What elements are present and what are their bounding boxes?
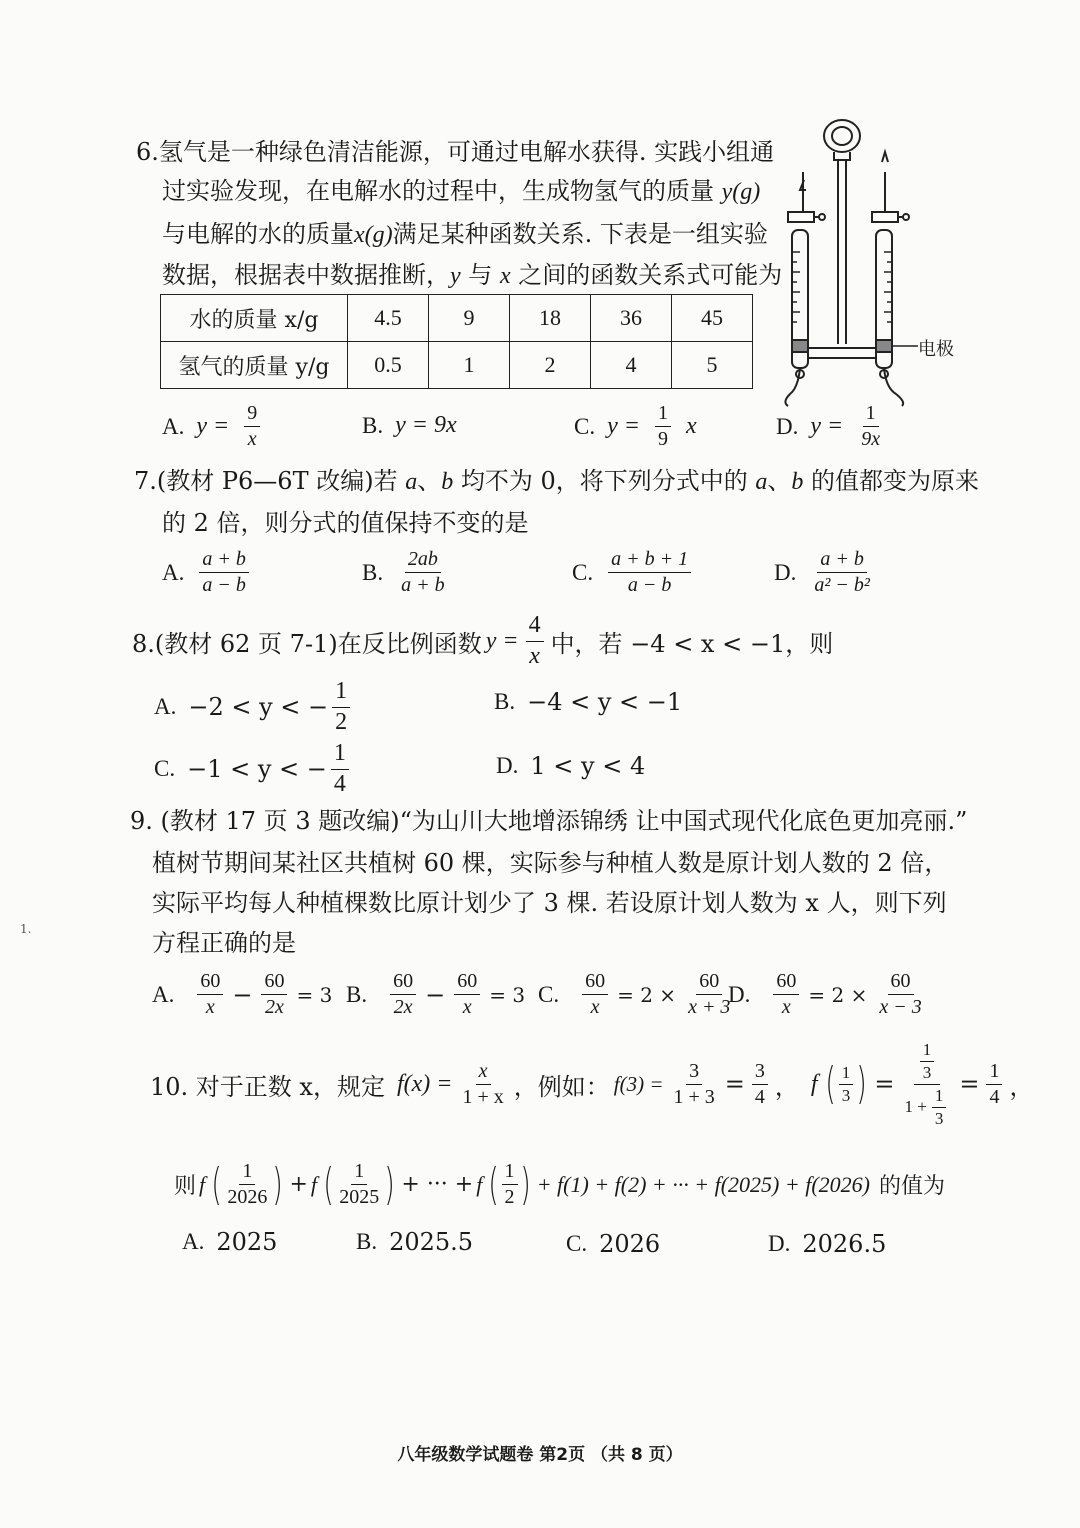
fraction-numerator: 60 [773,970,799,995]
table-cell: 9 [429,295,510,342]
fraction [876,970,924,1019]
q6-line-2: 过实验发现，在电解水的过程中，生成物氢气的质量 y(g) [162,177,761,205]
q10-option-a[interactable] [182,1228,277,1256]
table-cell: 36 [591,295,672,342]
q10-option-b[interactable] [356,1228,473,1256]
right-paren: ) [856,1058,867,1110]
fraction-denominator: 2 [335,708,348,735]
q6-line-1: 6.氢气是一种绿色清洁能源，可通过电解水获得. 实践小组通 [136,138,775,166]
operator: − [232,980,253,1009]
left-paren: ( [323,1158,334,1210]
fraction-numerator: 1 [932,1086,947,1108]
electrolysis-apparatus-figure [770,112,970,412]
table-header-water: 水的质量 x/g [161,295,348,342]
page-footer: 八年级数学试题卷 第2页 （共 8 页） [397,1445,683,1465]
fraction-numerator: a + b [199,548,249,573]
option-lhs: y = [607,413,640,439]
option-lhs: y = [810,413,844,439]
fraction-numerator: 60 [197,970,223,995]
fraction-numerator: 9 [244,402,260,427]
q10-prefix: 10. 对于正数 x，规定 [150,1072,385,1101]
fraction-numerator: 60 [390,970,416,995]
fraction-denominator: 3 [934,1108,944,1128]
q8-prefix: 8.(教材 62 页 7-1)在反比例函数 [132,629,482,658]
option-text: 1 < y < 4 [530,752,646,780]
fraction [336,1160,382,1209]
q8-suffix: 中，若 −4 < x < −1，则 [550,629,834,658]
option-text: −1 < y < − [187,755,327,784]
right-paren: ) [384,1158,395,1210]
option-label: B. [346,981,368,1007]
q10-line-2 [174,1160,945,1209]
fraction-denominator: x [781,996,791,1018]
fraction [244,402,260,451]
q8-option-b[interactable] [494,688,682,716]
q9-line-4: 方程正确的是 [152,929,296,957]
fraction [932,1086,947,1128]
operator: − [425,980,446,1009]
option-text: 2026 [599,1230,661,1258]
q6-line-4: 数据，根据表中数据推断，y 与 x 之间的函数关系式可能为 [162,261,783,289]
fraction-numerator: 1 [920,1040,935,1062]
function-symbol: f [199,1171,206,1197]
option-label: D. [768,1231,791,1256]
fraction-denominator: x − 3 [879,996,922,1018]
denominator-prefix: 1 + [904,1097,927,1117]
option-label: C. [566,1231,588,1256]
option-suffix: x [685,413,697,439]
fraction-numerator: 1 [332,678,350,708]
option-label: D. [774,559,797,585]
fraction-numerator: 60 [454,970,480,995]
q9-option-b[interactable] [346,970,525,1019]
table-header-hydrogen: 氢气的质量 y/g [161,342,348,389]
table-cell: 2 [510,342,591,389]
fraction-denominator: 2x [393,996,413,1018]
fraction [773,970,799,1019]
option-lhs: y = [196,413,230,439]
q7-line-2: 的 2 倍，则分式的值保持不变的是 [162,509,529,537]
fraction-numerator: 2ab [405,548,441,573]
fraction [986,1060,1002,1109]
q8-option-a[interactable] [154,678,353,736]
fraction [655,402,671,451]
q7-option-c[interactable] [572,548,694,597]
fraction-numerator: 60 [888,970,914,995]
compound-fraction [902,1040,953,1128]
q10-example1-lhs: f(3) = [613,1071,664,1096]
option-label: B. [494,689,516,714]
q7-option-b[interactable] [362,548,451,597]
option-label: C. [154,756,176,782]
fraction-denominator: a − b [627,574,672,596]
q9-option-c[interactable] [538,970,736,1019]
option-label: C. [574,413,596,439]
option-label: C. [572,559,594,585]
fraction [332,678,350,736]
option-label: A. [162,559,185,585]
table-cell: 5 [672,342,753,389]
fraction [858,402,883,451]
q10-option-d[interactable] [768,1230,886,1258]
equals-sign: = [724,1070,745,1099]
fraction-denominator: 2 [504,1186,515,1208]
fraction-denominator: x [462,996,472,1018]
fraction [197,970,223,1019]
fraction-numerator: 1 [655,402,671,427]
fraction [608,548,691,597]
fraction-denominator: x [590,996,600,1018]
fraction-numerator: 1 [351,1160,367,1185]
fraction-denominator: a − b [202,574,246,596]
fraction-numerator: 1 [863,402,879,427]
comma: ， [774,1072,799,1101]
table-cell: 45 [672,295,753,342]
option-text: 2025.5 [389,1228,474,1256]
comma: ， [1009,1072,1034,1101]
q8-option-d[interactable] [496,752,645,780]
q6-option-d[interactable] [776,402,886,451]
electrode-label: 电极 [918,339,954,360]
option-label: A. [154,694,177,720]
fraction-denominator: 9 [657,428,668,450]
option-text: 2026.5 [802,1230,887,1258]
q6-data-table [160,294,753,389]
table-cell: 18 [510,295,591,342]
option-label: A. [182,1229,205,1254]
option-text: y = 9x [395,412,457,438]
table-cell: 4 [591,342,672,389]
function-symbol: f [476,1171,483,1197]
q6-option-b[interactable] [362,412,457,439]
q9-option-a[interactable] [152,970,332,1019]
fraction-numerator: 1 [502,1160,518,1185]
q7-line-1: 7.(教材 P6—6T 改编)若 a、b 均不为 0，将下列分式中的 a、b 的值都变为原来 [134,467,980,495]
left-paren: ( [824,1058,836,1110]
left-paren: ( [488,1158,500,1210]
fraction-numerator: 60 [261,970,287,995]
q8-function-lhs: y = [485,627,519,654]
table-row [161,295,753,342]
fraction-denominator: a² − b² [814,574,870,596]
q6-line-3: 与电解的水的质量x(g)满足某种函数关系. 下表是一组实验 [162,220,768,248]
fraction [671,1060,718,1109]
table-row [161,342,753,389]
q9-line-1: 9. (教材 17 页 3 题改编)“为山川大地增添锦绣 让中国式现代化底色更加亮丽.” [130,807,968,835]
q6-option-c[interactable] [574,402,697,451]
fraction [454,970,480,1019]
operator: = 2 × [808,982,868,1007]
fraction [331,740,349,798]
fraction-numerator: 3 [686,1060,702,1085]
function-symbol: f [310,1171,318,1197]
equals-sign: = [959,1070,980,1099]
fraction [199,548,249,597]
fraction-numerator: 60 [582,970,608,995]
fraction [502,1160,518,1209]
equals-sign: = [874,1070,895,1099]
option-label: D. [776,413,799,439]
margin-mark: 1. [20,922,32,936]
fraction-denominator: 1 + x [462,1085,504,1108]
right-paren: ) [519,1158,531,1210]
fraction-denominator: 2026 [227,1186,268,1208]
operator: = 2 × [617,982,677,1007]
q8-option-c[interactable] [154,740,352,798]
fraction [390,970,416,1019]
q10-option-c[interactable] [566,1230,660,1258]
fraction-numerator: a + b + 1 [608,548,691,573]
fraction-numerator: 1 [986,1060,1002,1085]
fraction-denominator: 1 + 3 [673,1085,715,1108]
option-label: D. [728,981,751,1007]
ellipsis-terms: + ··· + [401,1172,474,1197]
q7-option-d[interactable] [774,548,876,597]
fraction-denominator: 4 [989,1085,1000,1108]
fraction-numerator: 1 [839,1063,854,1085]
fraction-numerator: 1 [331,740,349,770]
q6-option-a[interactable] [162,402,263,451]
q8-line [132,612,833,670]
fraction-denominator: 2025 [339,1186,380,1208]
fraction-denominator: x + 3 [688,996,731,1018]
fraction-numerator: 60 [696,970,722,995]
left-paren: ( [211,1158,222,1210]
q9-option-d[interactable] [728,970,928,1019]
fraction-denominator: x [529,642,540,669]
table-cell: 1 [429,342,510,389]
table-cell: 0.5 [348,342,429,389]
plus-sign: + [289,1172,308,1197]
fraction-denominator: x [205,996,215,1018]
fraction-numerator: 1 [239,1160,255,1185]
right-paren: ) [272,1158,284,1210]
option-text: −2 < y < − [188,693,329,722]
fraction-numerator: 3 [752,1060,768,1085]
option-label: B. [356,1229,378,1254]
fraction-denominator: 9x [861,428,881,450]
option-label: D. [496,753,519,778]
option-text: 2025 [216,1228,278,1256]
q10-line-1 [150,1040,1033,1128]
q10-line2-end: 的值为 [879,1174,946,1199]
fraction-numerator: a + b [817,548,867,573]
fraction [811,548,873,597]
option-text: −4 < y < −1 [527,688,683,716]
option-rhs: = 3 [489,982,526,1007]
q10-example-label: ，例如： [513,1072,610,1101]
fraction-denominator: 4 [754,1085,765,1108]
fraction [224,1160,270,1209]
option-label: C. [538,981,560,1007]
fraction-denominator: 4 [333,770,346,797]
fraction-denominator: a + b [401,574,445,596]
fraction [398,548,448,597]
table-cell: 4.5 [348,295,429,342]
q9-line-2: 植树节期间某社区共植树 60 棵，实际参与种植人数是原计划人数的 2 倍， [152,849,949,877]
option-rhs: = 3 [296,982,333,1007]
fraction-denominator: 2x [265,996,284,1018]
option-label: A. [162,413,185,439]
sum-tail: + f(1) + f(2) + ··· + f(2025) + f(2026) [536,1171,870,1197]
fraction [261,970,287,1019]
fraction [459,1060,506,1109]
q7-option-a[interactable] [162,548,252,597]
q10-line2-prefix: 则 [174,1174,197,1199]
q10-definition-lhs: f(x) = [396,1070,453,1097]
fraction-denominator: 3 [841,1085,851,1105]
fraction-denominator: x [247,428,257,450]
q9-line-3: 实际平均每人种植棵数比原计划少了 3 棵. 若设原计划人数为 x 人，则下列 [152,889,947,917]
function-symbol: f [810,1070,818,1097]
fraction [920,1040,935,1082]
option-label: B. [362,559,384,585]
fraction [839,1063,854,1105]
fraction [582,970,608,1019]
fraction [526,612,544,670]
fraction [752,1060,768,1109]
fraction-numerator: x [476,1060,491,1085]
fraction-numerator: 4 [526,612,544,642]
fraction-denominator: 3 [922,1062,932,1082]
option-label: A. [152,981,175,1007]
fraction [685,970,733,1019]
option-label: B. [362,412,384,438]
